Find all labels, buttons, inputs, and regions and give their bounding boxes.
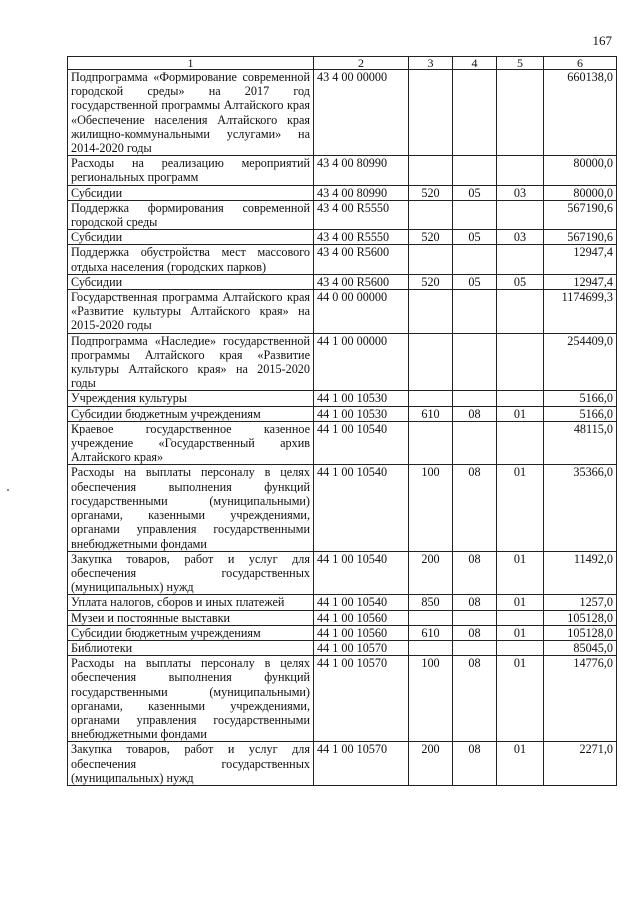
row-section <box>453 290 497 334</box>
row-subsection: 01 <box>497 625 544 640</box>
row-subsection: 01 <box>497 406 544 421</box>
row-subsection <box>497 421 544 465</box>
table-row <box>68 70 617 156</box>
table-row <box>68 274 617 289</box>
table-row <box>68 245 617 274</box>
row-section: 08 <box>453 551 497 595</box>
row-target-code: 44 1 00 10540 <box>314 551 409 595</box>
row-section: 05 <box>453 230 497 245</box>
column-header: 6 <box>544 57 617 70</box>
row-name: Музеи и постоянные выставки <box>68 610 314 625</box>
row-name: Субсидии бюджетным учреждениям <box>68 625 314 640</box>
row-name: Библиотеки <box>68 640 314 655</box>
row-expense-type: 200 <box>409 551 453 595</box>
row-target-code: 44 0 00 00000 <box>314 290 409 334</box>
row-subsection: 01 <box>497 551 544 595</box>
row-subsection <box>497 290 544 334</box>
row-section: 08 <box>453 465 497 551</box>
row-name: Закупка товаров, работ и услуг для обеспечения государственных (муниципальных) нужд <box>68 742 314 786</box>
row-section <box>453 245 497 274</box>
row-section <box>453 391 497 406</box>
row-name: Расходы на выплаты персоналу в целях обеспечения выполнения функций государственными (муниципальными) органами, казенными учреждениями, органами управления государственными внебюджетными фондами <box>68 656 314 742</box>
row-amount: 2271,0 <box>544 742 617 786</box>
row-name: Субсидии <box>68 230 314 245</box>
row-expense-type <box>409 156 453 185</box>
row-target-code: 44 1 00 10560 <box>314 625 409 640</box>
row-section: 08 <box>453 656 497 742</box>
row-amount: 5166,0 <box>544 406 617 421</box>
row-amount: 11492,0 <box>544 551 617 595</box>
table-row <box>68 610 617 625</box>
row-expense-type: 520 <box>409 274 453 289</box>
budget-table <box>67 56 617 786</box>
row-expense-type <box>409 70 453 156</box>
row-expense-type <box>409 290 453 334</box>
row-section <box>453 333 497 391</box>
row-name: Краевое государственное казенное учреждение «Государственный архив Алтайского края» <box>68 421 314 465</box>
table-row <box>68 333 617 391</box>
column-header: 1 <box>68 57 314 70</box>
row-section: 05 <box>453 185 497 200</box>
row-subsection: 01 <box>497 595 544 610</box>
row-section <box>453 200 497 229</box>
row-expense-type: 100 <box>409 465 453 551</box>
row-amount: 85045,0 <box>544 640 617 655</box>
row-target-code: 43 4 00 00000 <box>314 70 409 156</box>
row-target-code: 44 1 00 00000 <box>314 333 409 391</box>
row-section <box>453 640 497 655</box>
column-header: 3 <box>409 57 453 70</box>
table-row <box>68 200 617 229</box>
row-name: Подпрограмма «Формирование современной городской среды» на 2017 год государственной программы Алтайского края «Обеспечение населения Алтайского края жилищно-коммунальными услугами» на 2014-2020 годы <box>68 70 314 156</box>
row-target-code: 44 1 00 10540 <box>314 595 409 610</box>
row-expense-type <box>409 421 453 465</box>
row-expense-type: 100 <box>409 656 453 742</box>
row-amount: 12947,4 <box>544 274 617 289</box>
row-amount: 1257,0 <box>544 595 617 610</box>
column-header: 4 <box>453 57 497 70</box>
table-header-row <box>68 57 617 70</box>
row-amount: 105128,0 <box>544 610 617 625</box>
row-name: Государственная программа Алтайского края «Развитие культуры Алтайского края» на 2015-2020 годы <box>68 290 314 334</box>
row-subsection <box>497 391 544 406</box>
row-amount: 48115,0 <box>544 421 617 465</box>
table-row <box>68 595 617 610</box>
row-target-code: 44 1 00 10530 <box>314 406 409 421</box>
column-header: 2 <box>314 57 409 70</box>
row-target-code: 43 4 00 R5600 <box>314 274 409 289</box>
row-subsection <box>497 245 544 274</box>
page-number: 167 <box>592 33 612 48</box>
row-target-code: 43 4 00 80990 <box>314 185 409 200</box>
row-name: Расходы на выплаты персоналу в целях обеспечения выполнения функций государственными (муниципальными) органами, казенными учреждениями, органами управления государственными внебюджетными фондами <box>68 465 314 551</box>
row-expense-type: 610 <box>409 406 453 421</box>
row-expense-type <box>409 245 453 274</box>
row-amount: 80000,0 <box>544 156 617 185</box>
row-section <box>453 70 497 156</box>
row-target-code: 43 4 00 R5550 <box>314 230 409 245</box>
row-subsection: 03 <box>497 185 544 200</box>
row-name: Субсидии <box>68 274 314 289</box>
table-row <box>68 290 617 334</box>
row-expense-type: 610 <box>409 625 453 640</box>
row-target-code: 44 1 00 10570 <box>314 640 409 655</box>
row-subsection: 01 <box>497 465 544 551</box>
table-body <box>68 70 617 786</box>
row-section: 08 <box>453 742 497 786</box>
row-amount: 14776,0 <box>544 656 617 742</box>
row-amount: 35366,0 <box>544 465 617 551</box>
row-name: Субсидии бюджетным учреждениям <box>68 406 314 421</box>
column-header: 5 <box>497 57 544 70</box>
row-name: Уплата налогов, сборов и иных платежей <box>68 595 314 610</box>
row-section: 08 <box>453 595 497 610</box>
row-expense-type <box>409 333 453 391</box>
row-expense-type: 520 <box>409 185 453 200</box>
row-expense-type <box>409 391 453 406</box>
row-target-code: 44 1 00 10540 <box>314 465 409 551</box>
scan-artifact <box>7 489 9 491</box>
table-row <box>68 742 617 786</box>
row-target-code: 44 1 00 10530 <box>314 391 409 406</box>
row-section: 08 <box>453 406 497 421</box>
row-subsection <box>497 200 544 229</box>
row-amount: 12947,4 <box>544 245 617 274</box>
row-section <box>453 421 497 465</box>
table-row <box>68 391 617 406</box>
row-amount: 1174699,3 <box>544 290 617 334</box>
row-expense-type <box>409 640 453 655</box>
row-subsection: 03 <box>497 230 544 245</box>
row-subsection: 05 <box>497 274 544 289</box>
row-subsection <box>497 70 544 156</box>
row-amount: 567190,6 <box>544 230 617 245</box>
row-target-code: 44 1 00 10570 <box>314 656 409 742</box>
row-name: Закупка товаров, работ и услуг для обеспечения государственных (муниципальных) нужд <box>68 551 314 595</box>
row-target-code: 43 4 00 R5600 <box>314 245 409 274</box>
row-subsection: 01 <box>497 656 544 742</box>
row-expense-type: 200 <box>409 742 453 786</box>
table-row <box>68 421 617 465</box>
row-expense-type: 850 <box>409 595 453 610</box>
row-section <box>453 610 497 625</box>
row-subsection <box>497 156 544 185</box>
row-target-code: 44 1 00 10540 <box>314 421 409 465</box>
table-row <box>68 230 617 245</box>
row-expense-type: 520 <box>409 230 453 245</box>
row-target-code: 43 4 00 R5550 <box>314 200 409 229</box>
row-amount: 105128,0 <box>544 625 617 640</box>
row-subsection <box>497 333 544 391</box>
row-amount: 5166,0 <box>544 391 617 406</box>
row-amount: 567190,6 <box>544 200 617 229</box>
table-row <box>68 406 617 421</box>
row-section <box>453 156 497 185</box>
row-expense-type <box>409 610 453 625</box>
row-amount: 80000,0 <box>544 185 617 200</box>
row-target-code: 44 1 00 10560 <box>314 610 409 625</box>
row-expense-type <box>409 200 453 229</box>
row-section: 05 <box>453 274 497 289</box>
table-row <box>68 156 617 185</box>
row-target-code: 43 4 00 80990 <box>314 156 409 185</box>
row-name: Подпрограмма «Наследие» государственной программы Алтайского края «Развитие культуры Алтайского края» на 2015-2020 годы <box>68 333 314 391</box>
table-row <box>68 551 617 595</box>
row-name: Учреждения культуры <box>68 391 314 406</box>
row-amount: 254409,0 <box>544 333 617 391</box>
table-row <box>68 465 617 551</box>
row-section: 08 <box>453 625 497 640</box>
row-amount: 660138,0 <box>544 70 617 156</box>
row-name: Расходы на реализацию мероприятий региональных программ <box>68 156 314 185</box>
row-name: Субсидии <box>68 185 314 200</box>
row-subsection <box>497 610 544 625</box>
table-row <box>68 640 617 655</box>
table-row <box>68 185 617 200</box>
row-subsection: 01 <box>497 742 544 786</box>
row-target-code: 44 1 00 10570 <box>314 742 409 786</box>
table-row <box>68 656 617 742</box>
table-row <box>68 625 617 640</box>
row-subsection <box>497 640 544 655</box>
row-name: Поддержка обустройства мест массового отдыха населения (городских парков) <box>68 245 314 274</box>
row-name: Поддержка формирования современной городской среды <box>68 200 314 229</box>
